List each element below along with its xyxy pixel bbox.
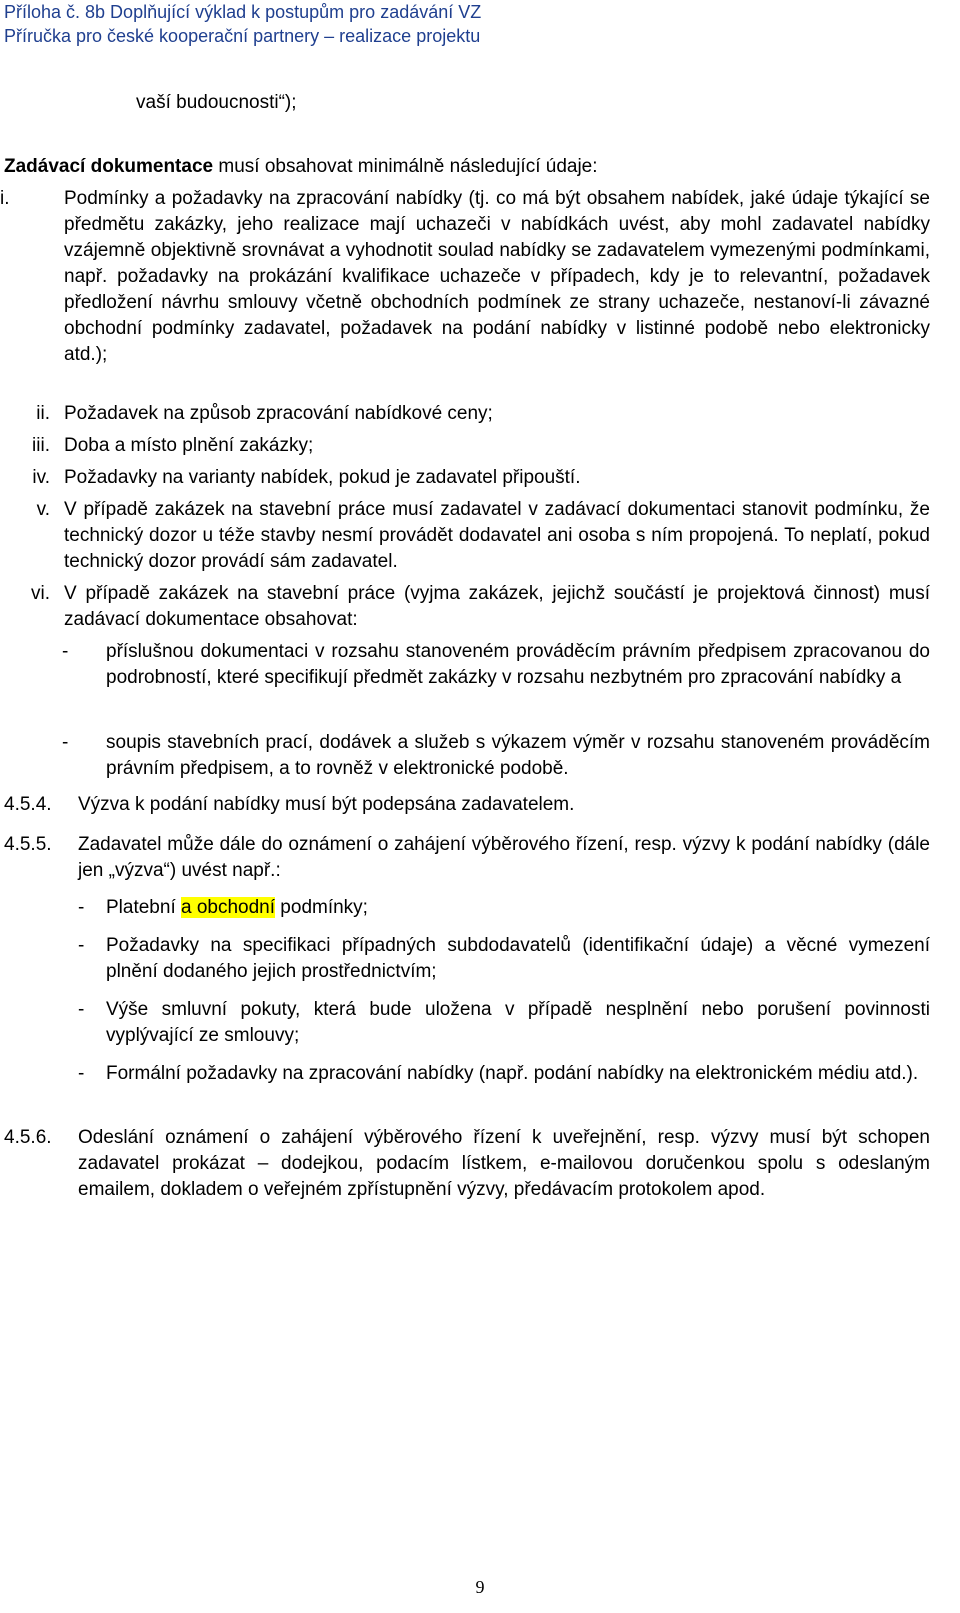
dash-marker: - xyxy=(78,935,85,956)
lead-sentence xyxy=(4,154,598,180)
list-number: iii. xyxy=(32,435,50,456)
bullet-text: Výše smluvní pokuty, která bude uložena v případě nesplnění nebo porušení povinnosti vyplývající ze smlouvy; xyxy=(106,999,930,1046)
lead-bold: Zadávací dokumentace xyxy=(4,156,214,177)
header-line-2: Příručka pro české kooperační partnery – realizace projektu xyxy=(4,26,481,46)
section-text: Odeslání oznámení o zahájení výběrového řízení k uveřejnění, resp. výzvy musí být schopen zadavatel prokázat – dodejkou, podacím lístkem, e-mailovou doručenkou spolu s odeslaným emailem, dokladem o veřejném zpřístupnění výzvy, předávacím protokolem apod. xyxy=(78,1127,930,1200)
list-number: ii. xyxy=(36,403,50,424)
list-text: Doba a místo plnění zakázky; xyxy=(64,435,314,456)
list-number: i. xyxy=(0,188,10,209)
dash-marker: - xyxy=(78,897,85,918)
bullet-text: Požadavky na specifikaci případných subdodavatelů (identifikační údaje) a věcné vymezení plnění dodaného jejich prostřednictvím; xyxy=(106,935,930,982)
bullet-pre: Platební xyxy=(106,897,181,918)
bullet-text: Formální požadavky na zpracování nabídky (např. podání nabídky na elektronickém médiu atd.). xyxy=(106,1063,919,1084)
list-number: v. xyxy=(36,499,50,520)
bullet-text: příslušnou dokumentaci v rozsahu stanoveném prováděcím právním předpisem zpracovanou do podrobností, které specifikují předmět zakázky v rozsahu nezbytném pro zpracování nabídky a xyxy=(106,641,930,688)
highlighted-text: a obchodní xyxy=(181,897,276,918)
list-number: iv. xyxy=(32,467,50,488)
list-text: Požadavek na způsob zpracování nabídkové ceny; xyxy=(64,403,493,424)
bullet-text xyxy=(106,895,930,921)
bullet-text: soupis stavebních prací, dodávek a služeb s výkazem výměr v rozsahu stanoveném prováděcím právním předpisem, a to rovněž v elektronické podobě. xyxy=(106,732,930,779)
list-text: V případě zakázek na stavební práce (vyjma zakázek, jejichž součástí je projektová činnost) musí zadávací dokumentace obsahovat: xyxy=(64,583,930,630)
header-line-1: Příloha č. 8b Doplňující výklad k postupům pro zadávání VZ xyxy=(4,2,482,22)
list-text: Požadavky na varianty nabídek, pokud je zadavatel připouští. xyxy=(64,467,581,488)
list-number: vi. xyxy=(31,583,50,604)
dash-marker: - xyxy=(78,999,85,1020)
document-header xyxy=(4,0,481,48)
dash-marker: - xyxy=(78,1063,85,1084)
section-text: Výzva k podání nabídky musí být podepsána zadavatelem. xyxy=(78,794,575,815)
section-number: 4.5.5. xyxy=(4,834,52,855)
continuation-text: vaší budoucnosti“); xyxy=(136,92,297,113)
list-text: Podmínky a požadavky na zpracování nabídky (tj. co má být obsahem nabídek, jaké údaje týkající se předmětu zakázky, jeho realizace mají uchazeči v nabídkách uvést, aby mohl zadavatel nabídky vzájemně objektivně srovnávat a vyhodnotit soulad nabídky se zadavatelem vymezenými podmínkami, např. požadavky na prokázání kvalifikace uchazeče v případech, kdy je to relevantní, požadavek předložení návrhu smlouvy včetně obchodních podmínek ze strany uchazeče, nestanoví-li závazné obchodní podmínky zadavatel, požadavek na podání nabídky v listinné podobě nebo elektronicky atd.); xyxy=(64,188,930,365)
dash-marker: - xyxy=(62,732,69,753)
dash-marker: - xyxy=(62,641,69,662)
list-text: V případě zakázek na stavební práce musí zadavatel v zadávací dokumentaci stanovit podmínku, že technický dozor u téže stavby nesmí provádět dodavatel ani osoba s ním propojená. To neplatí, pokud technický dozor provádí sám zadavatel. xyxy=(64,499,930,572)
lead-rest: musí obsahovat minimálně následující údaje: xyxy=(213,156,598,177)
section-text: Zadavatel může dále do oznámení o zahájení výběrového řízení, resp. výzvy k podání nabídky (dále jen „výzva“) uvést např.: xyxy=(78,834,930,881)
section-number: 4.5.4. xyxy=(4,794,52,815)
bullet-post: podmínky; xyxy=(275,897,368,918)
section-number: 4.5.6. xyxy=(4,1127,52,1148)
page-number: 9 xyxy=(475,1577,485,1597)
